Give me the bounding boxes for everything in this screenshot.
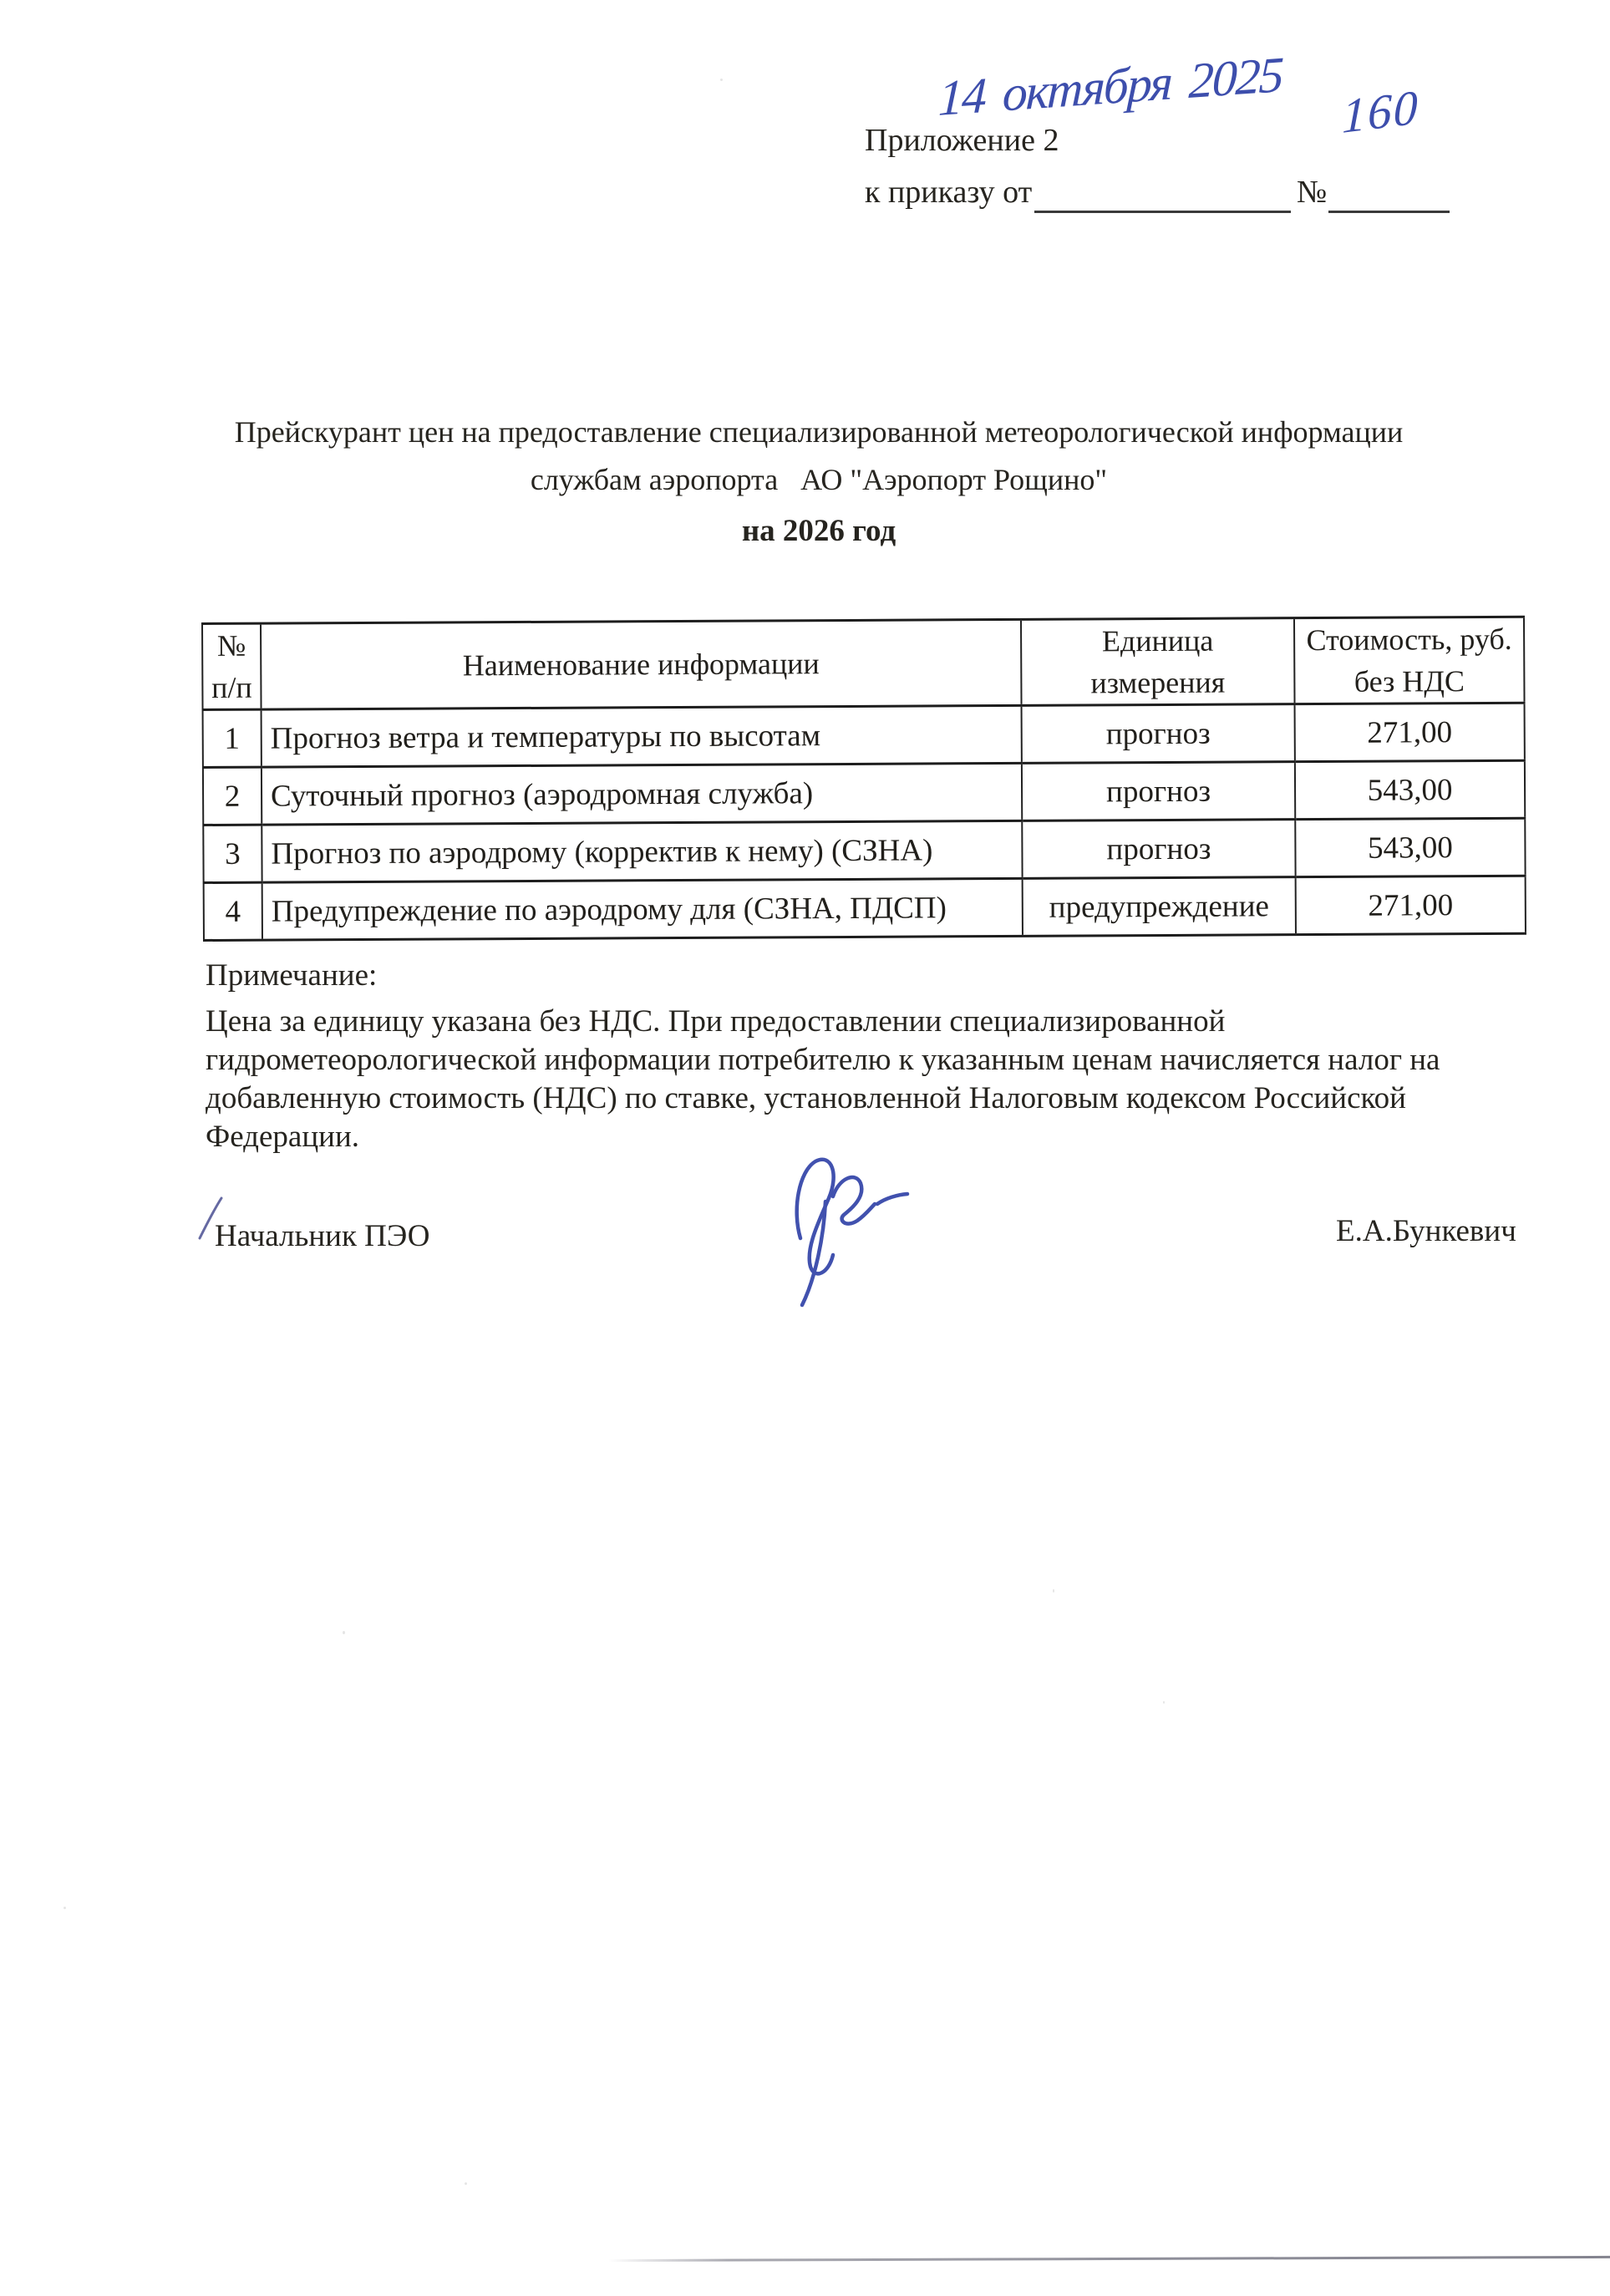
title-line-3: на 2026 год [741, 514, 896, 548]
signer-name: Е.А.Бункевич [1336, 1214, 1516, 1248]
handwritten-order-date: 14 октября 2025 [937, 46, 1283, 126]
table-row [203, 760, 1525, 825]
scan-speck [343, 1631, 345, 1634]
order-number-blank-line [1328, 211, 1450, 213]
table-header-row [202, 617, 1525, 709]
row-name: Прогноз по аэродрому (корректив к нему) (СЗНА) [262, 820, 1022, 882]
row-unit: прогноз [1022, 704, 1295, 764]
handwritten-order-number: 160 [1341, 79, 1420, 144]
row-unit: прогноз [1022, 820, 1295, 879]
row-unit: прогноз [1022, 762, 1295, 821]
order-reference-prefix: к приказу от [865, 175, 1033, 210]
signer-position-title: Начальник ПЭО [215, 1219, 430, 1253]
scan-speck [1053, 1589, 1054, 1592]
document-title [50, 415, 1587, 548]
row-num: 1 [203, 709, 262, 767]
scan-artifact-line [608, 2256, 1610, 2262]
row-price: 271,00 [1296, 876, 1526, 934]
column-header-name: Наименование информации [261, 619, 1022, 709]
scan-speck [1163, 1701, 1165, 1704]
column-header-price: Стоимость, руб. без НДС [1294, 617, 1525, 704]
row-name: Прогноз ветра и температуры по высотам [262, 705, 1022, 767]
title-line-2: службам аэропорта АО "Аэропорт Рощино" [530, 463, 1108, 496]
price-table [201, 616, 1526, 942]
scan-speck [465, 2182, 467, 2185]
row-price: 543,00 [1295, 818, 1525, 876]
number-sign: № [1297, 175, 1328, 210]
row-name: Предупреждение по аэродрому для (СЗНА, ПДСП) [262, 878, 1023, 940]
signature-scribble-icon [752, 1138, 919, 1318]
scan-speck [720, 79, 723, 81]
column-header-num: № п/п [202, 623, 262, 709]
table-row [204, 876, 1526, 940]
row-num: 3 [203, 825, 262, 882]
row-num: 2 [203, 767, 262, 825]
row-price: 543,00 [1295, 760, 1525, 819]
note-body: Цена за единицу указана без НДС. При предоставлении специализированной гидрометеорологической информации потребителю к указанным ценам начисляется налог на добавленную стоимость (НДС) по ставке, установленной Налоговым кодексом Российской Федерации. [206, 1004, 1440, 1154]
table-row [203, 703, 1525, 767]
table-row [203, 818, 1525, 882]
row-unit: предупреждение [1023, 877, 1296, 937]
order-date-blank-line [1034, 211, 1291, 213]
note-label: Примечание: [206, 958, 378, 993]
scan-speck [63, 1907, 66, 1909]
row-name: Суточный прогноз (аэродромная служба) [262, 763, 1022, 825]
row-price: 271,00 [1295, 703, 1525, 761]
row-num: 4 [204, 882, 262, 940]
title-line-1: Прейскурант цен на предоставление специализированной метеорологической информации [234, 415, 1404, 449]
appendix-label: Приложение 2 [865, 123, 1059, 158]
column-header-unit: Единица измерения [1021, 618, 1295, 706]
